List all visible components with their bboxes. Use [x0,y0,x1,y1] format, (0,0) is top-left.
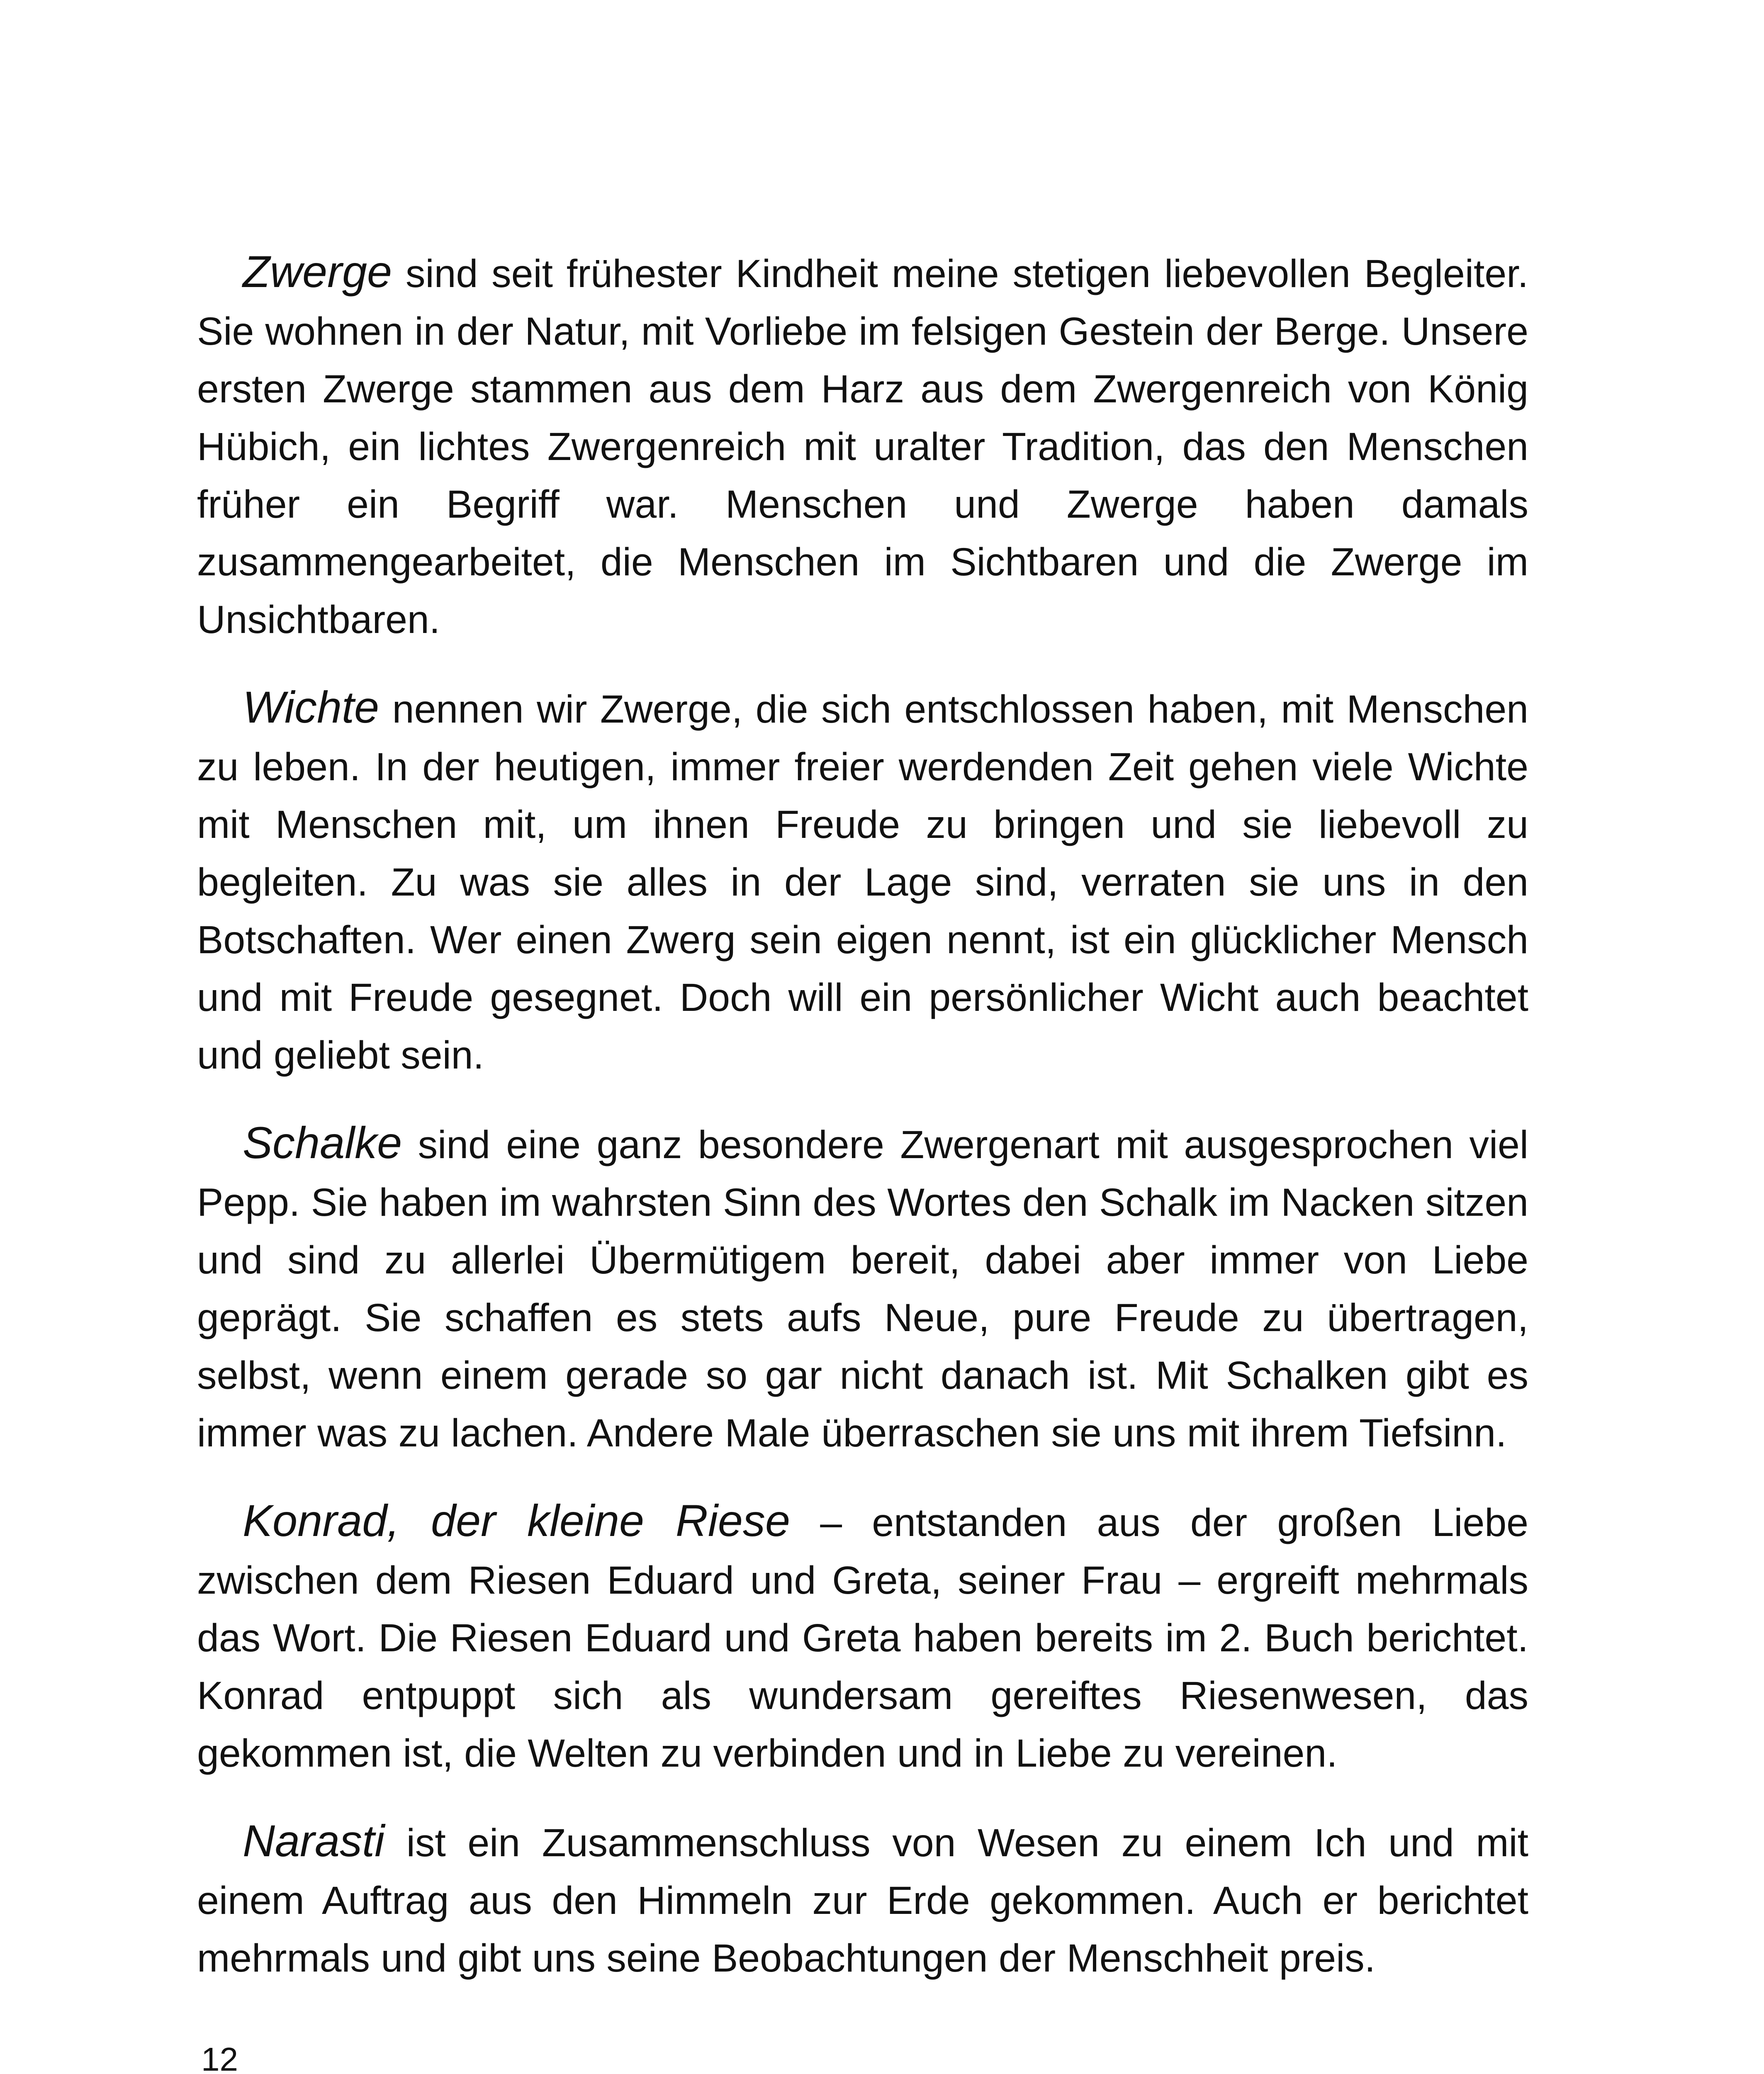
paragraph-narasti [197,1812,1528,1987]
paragraph-text: nennen wir Zwerge, die sich entschlossen haben, mit Menschen zu leben. In der heutigen, immer freier werdenden Zeit gehen viele Wichte mit Menschen mit, um ihnen Freude zu bringen und sie liebevoll zu begleiten. Zu was sie alles in der Lage sind, verraten sie uns in den Botschaften. Wer einen Zwerg sein eigen nennt, ist ein glücklicher Mensch und mit Freude gesegnet. Doch will ein persönlicher Wicht auch beachtet und geliebt sein. [197,687,1528,1077]
term-wichte: Wichte [243,682,380,732]
paragraph-text: – entstanden aus der großen Liebe zwischen dem Riesen Eduard und Greta, seiner Frau – ergreift mehrmals das Wort. Die Riesen Eduard und Greta haben bereits im 2. Buch berichtet. Konrad entpuppt sich als wundersam gereiftes Riesenwesen, das gekommen ist, die Welten zu verbinden und in Liebe zu vereinen. [197,1501,1528,1775]
term-zwerge: Zwerge [243,246,392,297]
paragraph-text: ist ein Zusammenschluss von Wesen zu einem Ich und mit einem Auftrag aus den Himmeln zur Erde gekommen. Auch er berichtet mehrmals und gibt uns seine Beobachtungen der Menschheit preis. [197,1821,1528,1980]
paragraph-wichte [197,678,1528,1084]
term-narasti: Narasti [243,1816,385,1866]
term-schalke: Schalke [243,1117,402,1168]
page-number: 12 [201,2041,238,2074]
paragraph-zwerge [197,243,1528,649]
paragraph-text: sind seit frühester Kindheit meine stetigen liebevollen Begleiter. Sie wohnen in der Natur, mit Vorliebe im felsigen Gestein der Berge. Unsere ersten Zwerge stammen aus dem Harz aus dem Zwergenreich von König Hübich, ein lichtes Zwergenreich mit uralter Tradition, das den Menschen früher ein Begriff war. Menschen und Zwerge haben damals zusammengearbeitet, die Menschen im Sichtbaren und die Zwerge im Unsichtbaren. [197,252,1528,642]
paragraph-konrad [197,1492,1528,1782]
paragraph-schalke [197,1114,1528,1462]
body-text [197,243,1528,2017]
term-konrad: Konrad, der kleine Riese [243,1495,791,1546]
paragraph-text: sind eine ganz besondere Zwergenart mit ausgesprochen viel Pepp. Sie haben im wahrsten Sinn des Wortes den Schalk im Nacken sitzen und sind zu allerlei Übermütigem bereit, dabei aber immer von Liebe geprägt. Sie schaffen es stets aufs Neue, pure Freude zu übertragen, selbst, wenn einem gerade so gar nicht danach ist. Mit Schalken gibt es immer was zu lachen. Andere Male überraschen sie uns mit ihrem Tiefsinn. [197,1123,1528,1455]
